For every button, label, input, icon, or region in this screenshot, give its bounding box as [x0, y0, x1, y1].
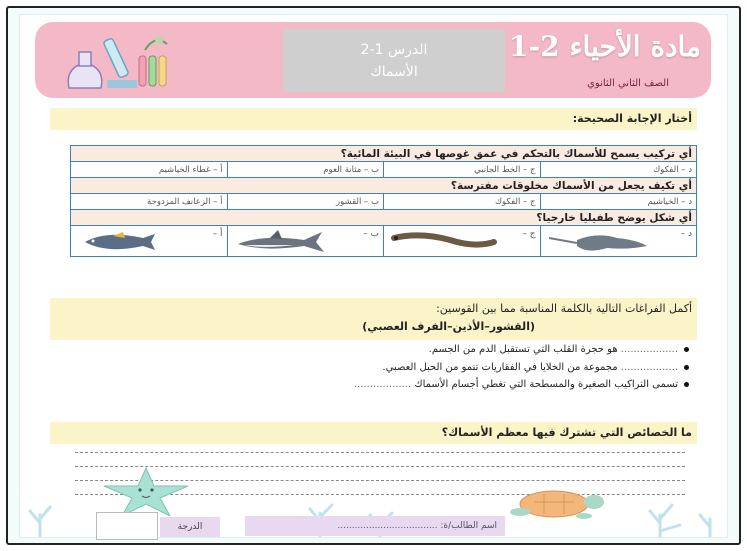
q3-option-b[interactable] — [227, 226, 384, 257]
fill-item-2-blank[interactable]: .................. — [620, 362, 678, 373]
tuna-fish-icon — [77, 230, 177, 254]
turtle-icon — [498, 484, 608, 520]
question-2: أي تكيف يجعل من الأسماك مخلوقات مفترسة؟ — [71, 178, 697, 194]
q1-option-c[interactable]: ج – الخط الجانبي — [384, 162, 541, 178]
q3-option-c[interactable] — [384, 226, 541, 257]
bullet-dot-icon — [684, 382, 689, 387]
q1-option-d[interactable]: د – الفكوك — [540, 162, 697, 178]
shark-icon — [234, 230, 334, 254]
q3-option-a[interactable] — [71, 226, 228, 257]
header-banner — [35, 22, 711, 98]
q3-option-d[interactable] — [540, 226, 697, 257]
section3-question: ما الخصائص التي تشترك فيها معظم الأسماك؟ — [441, 426, 692, 439]
question-3: أي شكل يوضح طفيليا خارجيا؟ — [71, 210, 697, 226]
fill-item-2 — [382, 362, 689, 373]
q2-option-d[interactable]: د – الخياشيم — [540, 194, 697, 210]
q1-option-a[interactable]: أ – غطاء الخياشيم — [71, 162, 228, 178]
mcq-table — [70, 145, 697, 257]
grade-label: الدرجة — [160, 517, 220, 537]
q2-option-b[interactable]: ب – القشور — [227, 194, 384, 210]
q3-option-c-label: ج – — [522, 229, 536, 239]
student-name-field[interactable]: اسم الطالب/ة: ................................... — [337, 521, 497, 531]
fill-item-1-text: هو حجرة القلب التي تستقبل الدم من الجسم. — [428, 344, 618, 355]
bullet-dot-icon — [684, 347, 689, 352]
lesson-box — [283, 29, 505, 92]
fill-item-1 — [429, 344, 689, 355]
grade-subtitle: الصف الثاني الثانوي — [587, 78, 669, 89]
fill-item-3 — [354, 379, 689, 390]
q3-option-d-label: د – — [680, 229, 692, 239]
ray-fish-icon — [547, 230, 657, 256]
starfish-icon — [100, 466, 192, 516]
section1-instruction: أختار الإجابة الصحيحة: — [572, 112, 692, 125]
q1-option-b[interactable]: ب – مثانة العوم — [227, 162, 384, 178]
lesson-number: الدرس 1-2 — [360, 42, 428, 58]
q2-option-c[interactable]: ج – الفكوك — [384, 194, 541, 210]
q3-option-a-label: أ – — [212, 229, 223, 239]
fill-item-3-blank[interactable]: .................. — [353, 379, 412, 390]
q3-option-b-label: ب – — [363, 229, 379, 239]
word-bank: (القشور–الأذين–الفرف العصبي) — [362, 320, 535, 333]
fill-item-3-text: تسمى التراكيب الصغيرة والمسطحة التي تغطي أجسام الأسماك — [414, 379, 678, 390]
lab-equipment-icon — [55, 30, 175, 94]
section2-instruction: أكمل الفراغات التالية بالكلمة المناسبة مما بين القوسين: — [436, 302, 692, 315]
subject-title: مادة الأحياء 2-1 — [509, 30, 701, 63]
lamprey-icon — [390, 230, 500, 254]
bullet-dot-icon — [684, 365, 689, 370]
answer-line-1[interactable] — [75, 452, 685, 453]
fill-item-1-blank[interactable]: .................. — [620, 344, 678, 355]
q2-option-a[interactable]: أ – الزعانف المزدوجة — [71, 194, 228, 210]
question-1: أي تركيب يسمح للأسماك بالتحكم في عمق غوصها في البيئة المائية؟ — [71, 146, 697, 162]
fill-item-2-text: مجموعة من الخلايا في الفقاريات تنمو من الحبل العصبي. — [382, 362, 618, 373]
lesson-name: الأسماك — [370, 64, 418, 80]
grade-input-box[interactable] — [96, 512, 158, 540]
